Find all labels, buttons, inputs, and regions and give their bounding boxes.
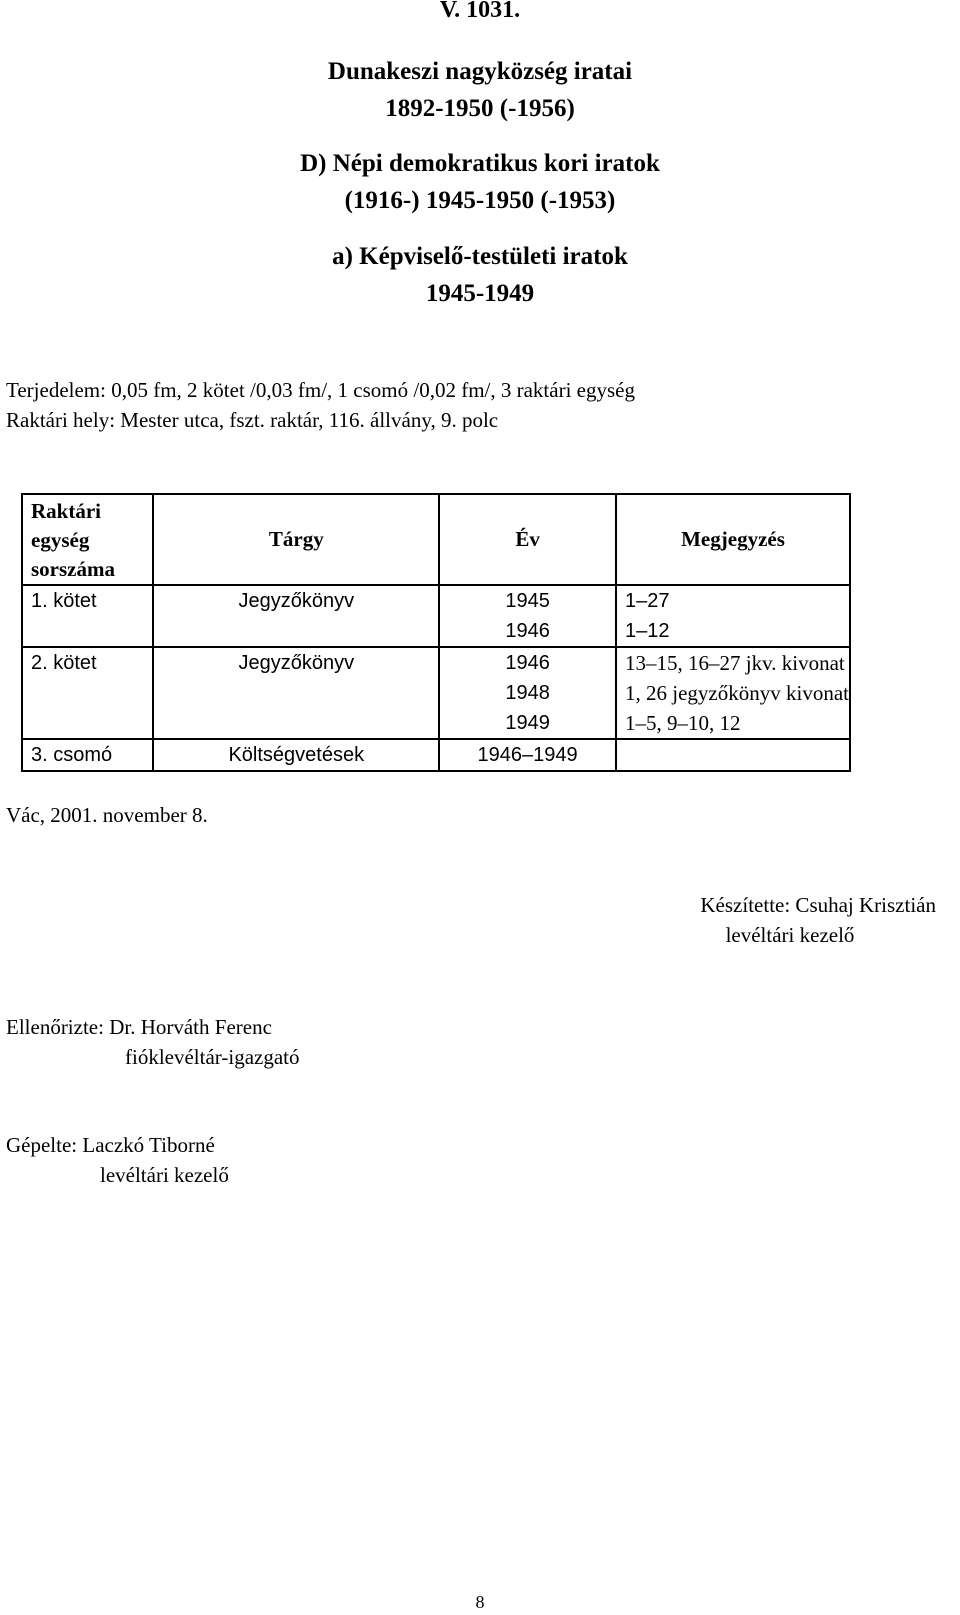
year-value: 1945 <box>505 590 550 612</box>
subsection-title: a) Képviselő-testületi iratok <box>332 243 628 270</box>
unit-value: 3. csomó <box>31 744 113 766</box>
year-value: 1946–1949 <box>477 744 578 766</box>
header-note <box>616 494 850 585</box>
subject-value: Jegyzőkönyv <box>238 590 355 612</box>
row-unit <box>22 739 153 771</box>
typed-by: Gépelte: Laczkó Tiborné <box>6 1133 215 1157</box>
section-date-range: (1916-) 1945-1950 (-1953) <box>344 187 616 214</box>
table-header-row <box>22 494 850 585</box>
location-line: Raktári hely: Mester utca, fszt. raktár, 116. állvány, 9. polc <box>6 408 499 432</box>
header-unit-line: sorszáma <box>31 557 115 581</box>
row-years <box>439 585 616 647</box>
checked-by: Ellenőrizte: Dr. Horváth Ferenc <box>6 1015 272 1039</box>
header-subject-label: Tárgy <box>268 527 324 551</box>
table-row <box>22 739 850 771</box>
row-subject <box>153 739 439 771</box>
prepared-role: levéltári kezelő <box>725 923 855 947</box>
row-years <box>439 647 616 739</box>
year-value: 1948 <box>505 682 550 704</box>
subsection-date-range: 1945-1949 <box>425 280 535 307</box>
header-unit-line: Raktári <box>31 499 101 523</box>
header-year-label: Év <box>515 527 540 551</box>
unit-value: 1. kötet <box>31 590 97 612</box>
document-reference: V. 1031. <box>439 0 521 23</box>
table-row <box>22 585 850 647</box>
subject-value: Jegyzőkönyv <box>238 652 355 674</box>
extent-line: Terjedelem: 0,05 fm, 2 kötet /0,03 fm/, 1 csomó /0,02 fm/, 3 raktári egység <box>6 378 635 402</box>
header-note-label: Megjegyzés <box>681 527 785 551</box>
checked-role: fióklevéltár-igazgató <box>125 1045 300 1069</box>
row-years <box>439 739 616 771</box>
row-subject <box>153 647 439 739</box>
row-notes <box>616 647 850 739</box>
year-value: 1946 <box>505 652 550 674</box>
prepared-by: Készítette: Csuhaj Krisztián <box>700 893 936 917</box>
table-row <box>22 647 850 739</box>
header-unit <box>22 494 153 585</box>
note-value: 1–5, 9–10, 12 <box>625 711 741 735</box>
header-unit-line: egység <box>31 528 90 552</box>
year-value: 1946 <box>505 620 550 642</box>
row-notes <box>616 739 850 771</box>
note-value: 1–12 <box>625 620 670 642</box>
note-value: 1–27 <box>625 590 670 612</box>
document-title: Dunakeszi nagyközség iratai <box>327 58 633 85</box>
place-date: Vác, 2001. november 8. <box>6 803 208 827</box>
inventory-table <box>21 493 851 772</box>
section-title: D) Népi demokratikus kori iratok <box>300 150 660 177</box>
unit-value: 2. kötet <box>31 652 97 674</box>
row-subject <box>153 585 439 647</box>
row-notes <box>616 585 850 647</box>
subject-value: Költségvetések <box>228 744 365 766</box>
page-number: 8 <box>475 1592 485 1612</box>
typed-role: levéltári kezelő <box>100 1163 229 1187</box>
header-subject <box>153 494 439 585</box>
note-value: 1, 26 jegyzőkönyv kivonat <box>625 681 849 705</box>
header-year <box>439 494 616 585</box>
year-value: 1949 <box>505 712 550 734</box>
note-value: 13–15, 16–27 jkv. kivonat <box>625 651 845 675</box>
row-unit <box>22 647 153 739</box>
row-unit <box>22 585 153 647</box>
document-date-range: 1892-1950 (-1956) <box>385 95 575 122</box>
